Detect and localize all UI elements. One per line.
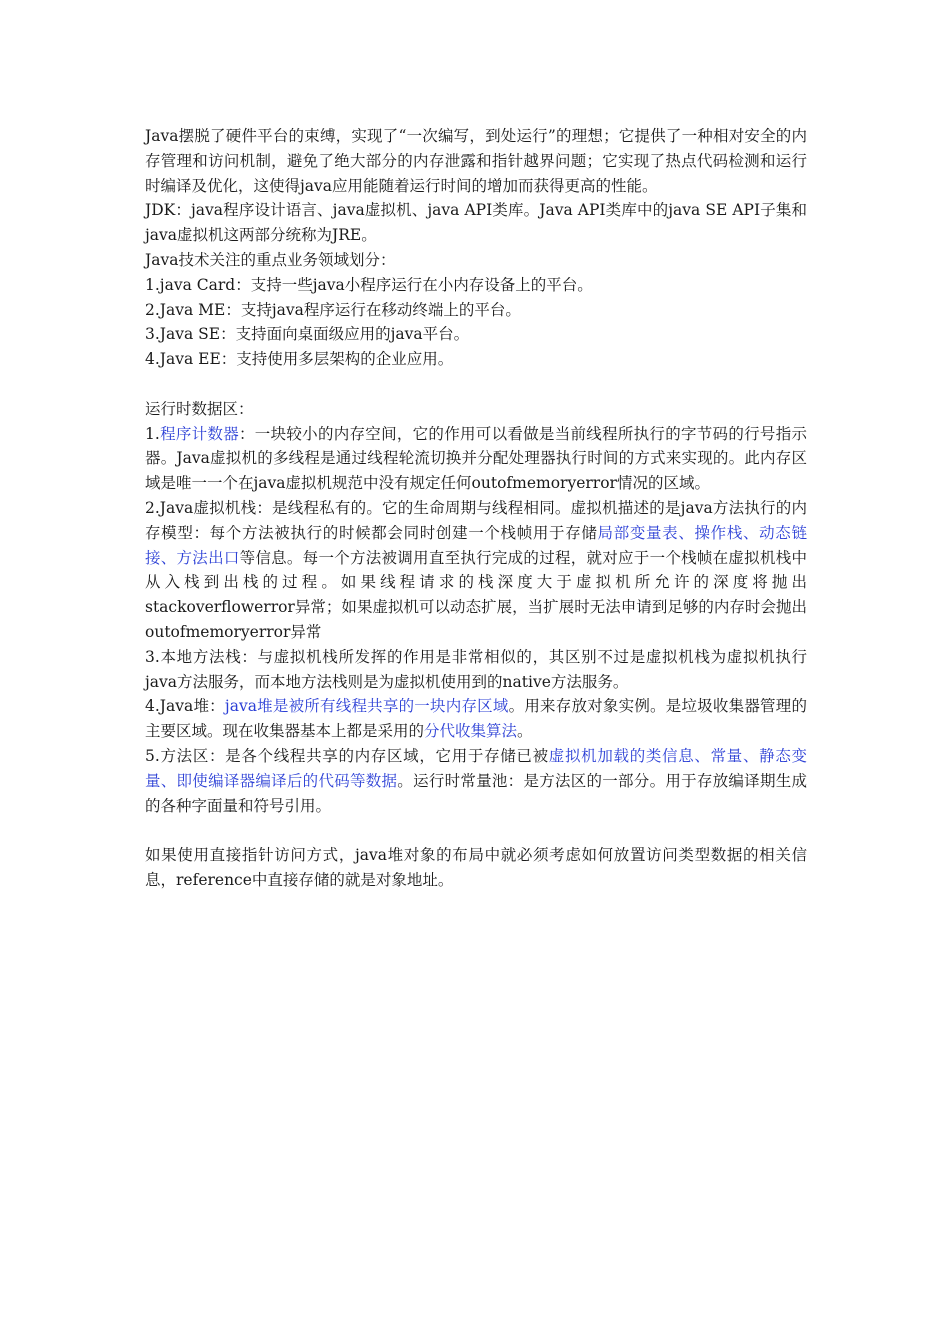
domain-item-se: 3.Java SE：支持面向桌面级应用的java平台。 [145, 325, 470, 344]
stack-prefix: 2.Java虚拟机栈：是线程私有的。它的生命周期与线程相同。虚拟机描述的是java方法执行的内存模型：每个方法被执行的时候都会同时创建一个栈帧用于存储 [145, 498, 807, 542]
heap-highlight-gc: 分代收集算法 [424, 722, 518, 741]
pc-prefix: 1. [145, 424, 160, 443]
heap-suffix: 。 [517, 722, 533, 741]
pc-text: ：一块较小的内存空间，它的作用可以看做是当前线程所执行的字节码的行号指示器。Java虚拟机的多线程是通过线程轮流切换并分配处理器执行时间的方式来实现的。此内存区域是唯一一个在java虚拟机规范中没有规定任何outofmemoryerror情况的区域。 [145, 424, 807, 493]
domain-item-ee: 4.Java EE：支持使用多层架构的企业应用。 [145, 350, 454, 369]
intro-paragraph: Java摆脱了硬件平台的束缚，实现了“一次编写，到处运行”的理想；它提供了一种相对安全的内存管理和访问机制，避免了绝大部分的内存泄露和指针越界问题；它实现了热点代码检测和运行时编译及优化，这使得java应用能随着运行时间的增加而获得更高的性能。 [145, 127, 807, 195]
stack-highlight: 局部变量表、操作栈、动态链接、方法出口 [145, 523, 807, 567]
vm-stack-paragraph [145, 496, 807, 645]
pc-highlight: 程序计数器 [159, 424, 240, 443]
native-stack-paragraph: 3.本地方法栈：与虚拟机栈所发挥的作用是非常相似的，其区别不过是虚拟机栈为虚拟机执行java方法服务，而本地方法栈则是为虚拟机使用到的native方法服务。 [145, 647, 807, 691]
heap-highlight-shared: java堆是被所有线程共享的一块内存区域 [224, 697, 509, 716]
program-counter-paragraph [145, 422, 807, 496]
stack-suffix: 等信息。每一个方法被调用直至执行完成的过程，就对应于一个栈帧在虚拟机栈中从入栈到出栈的过程。如果线程请求的栈深度大于虚拟机所允许的深度将抛出stackoverflowerror异常；如果虚拟机可以动态扩展，当扩展时无法申请到足够的内存时会抛出outofmemoryerror异常 [145, 548, 807, 641]
jdk-paragraph: JDK：java程序设计语言、java虚拟机、java API类库。Java API类库中的java SE API子集和java虚拟机这两部分统称为JRE。 [145, 201, 807, 245]
blank-line [145, 818, 807, 843]
heap-middle: 。用来存放对象实例。是垃圾收集器管理的主要区域。现在收集器基本上都是采用的 [145, 697, 807, 741]
blank-line [145, 372, 807, 397]
heap-prefix: 4.Java堆： [145, 697, 225, 716]
closing-paragraph: 如果使用直接指针访问方式，java堆对象的布局中就必须考虑如何放置访问类型数据的相关信息，reference中直接存储的就是对象地址。 [145, 846, 807, 889]
runtime-heading: 运行时数据区： [145, 399, 254, 418]
document-body [145, 124, 807, 893]
method-prefix: 5.方法区：是各个线程共享的内存区域，它用于存储已被 [145, 746, 549, 765]
method-area-paragraph [145, 744, 807, 818]
domains-heading: Java技术关注的重点业务领域划分： [145, 250, 396, 269]
domain-item-me: 2.Java ME：支持java程序运行在移动终端上的平台。 [145, 300, 521, 319]
heap-paragraph [145, 694, 807, 744]
domain-item-card: 1.java Card：支持一些java小程序运行在小内存设备上的平台。 [145, 275, 593, 294]
method-suffix: 。运行时常量池：是方法区的一部分。用于存放编译期生成的各种字面量和符号引用。 [145, 771, 807, 815]
method-highlight: 虚拟机加载的类信息、常量、静态变量、即使编译器编译后的代码等数据 [145, 746, 807, 790]
